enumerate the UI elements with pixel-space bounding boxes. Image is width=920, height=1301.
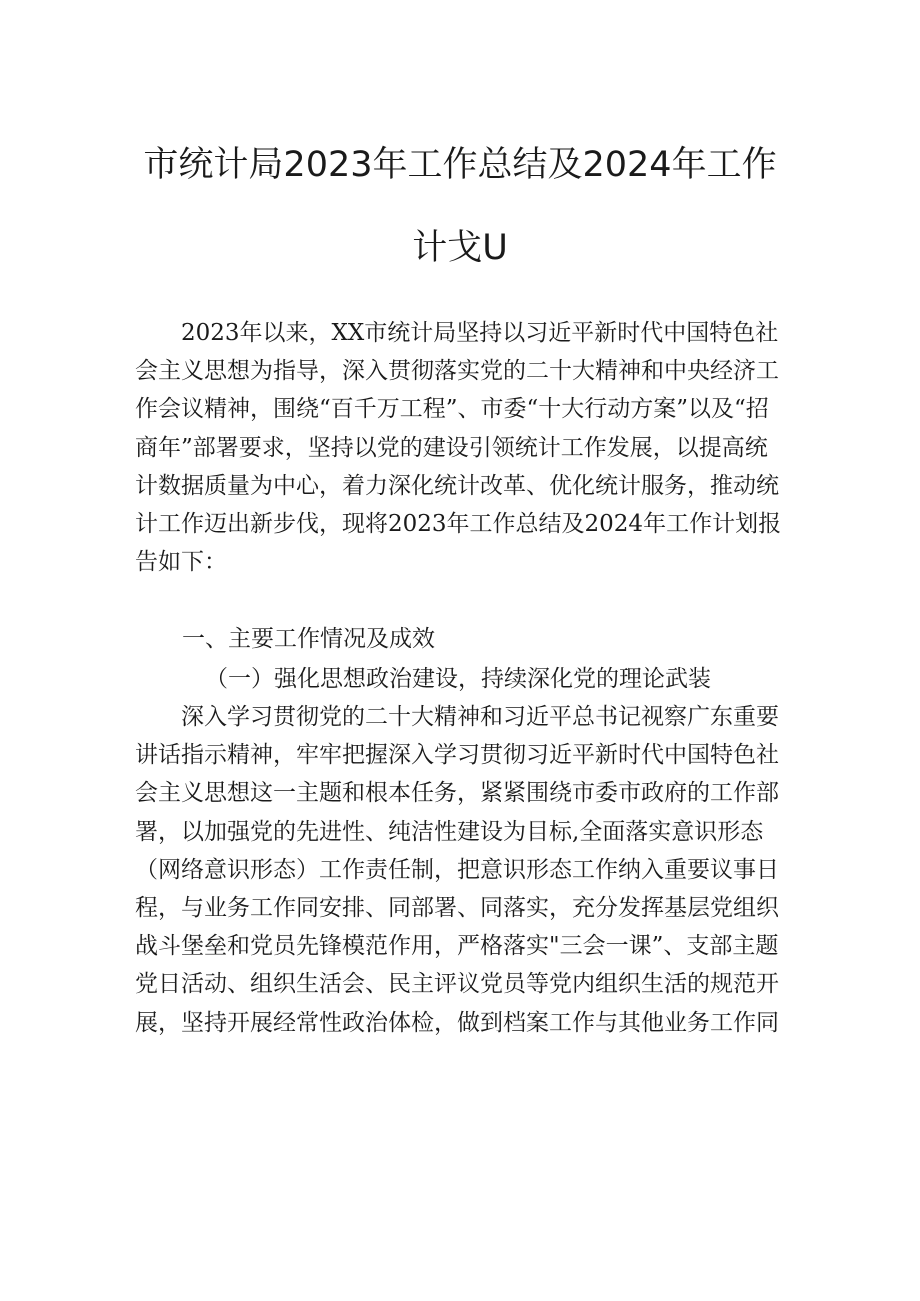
intro-line: 作会议精神，围绕“百千万工程”、市委“十大行动方案”以及“招 xyxy=(135,396,769,423)
section-line: 会主义思想这一主题和根本任务，紧紧围绕市委市政府的工作部 xyxy=(135,780,779,807)
section-paragraph xyxy=(135,698,790,1042)
section-line: 深入学习贯彻党的二十大精神和习近平总书记视察广东重要 xyxy=(181,704,779,730)
section-line: 党日活动、组织生活会、民主评议党员等党内组织生活的规范开 xyxy=(135,971,779,998)
section-line: 展，坚持开展经常性政治体检，做到档案工作与其他业务工作同 xyxy=(135,1009,779,1036)
document-title-line-1: 市统计局2023年工作总结及2024年工作 xyxy=(143,145,777,185)
intro-line: 计工作迈出新步伐，现将2023年工作总结及2024年工作计划报 xyxy=(135,511,782,538)
intro-paragraph xyxy=(135,314,790,581)
section-line: （网络意识形态）工作责任制，把意识形态工作纳入重要议事日 xyxy=(135,856,779,883)
subsection-heading: （一）强化思想政治建设，持续深化党的理论武装 xyxy=(205,666,711,692)
document-title-line-2: 计戈U xyxy=(412,228,508,268)
section-heading: 一、主要工作情况及成效 xyxy=(182,626,435,652)
intro-line: 计数据质量为中心，着力深化统计改革、优化统计服务，推动统 xyxy=(135,472,779,499)
intro-line: 告如下： xyxy=(135,549,227,576)
section-line: 程，与业务工作同安排、同部署、同落实，充分发挥基层党组织 xyxy=(135,895,779,922)
section-line: 讲话指示精神，牢牢把握深入学习贯彻习近平新时代中国特色社 xyxy=(135,742,779,769)
intro-line: 2023年以来，XX市统计局坚持以习近平新时代中国特色社 xyxy=(181,320,779,346)
section-line: 战斗堡垒和党员先锋模范作用，严格落实"三会一课”、支部主题 xyxy=(135,933,779,960)
intro-line: 会主义思想为指导，深入贯彻落实党的二十大精神和中央经济工 xyxy=(135,358,779,385)
intro-line: 商年”部署要求，坚持以党的建设引领统计工作发展，以提高统 xyxy=(135,434,768,461)
section-line: 署，以加强党的先进性、纯洁性建设为目标,全面落实意识形态 xyxy=(135,818,764,845)
